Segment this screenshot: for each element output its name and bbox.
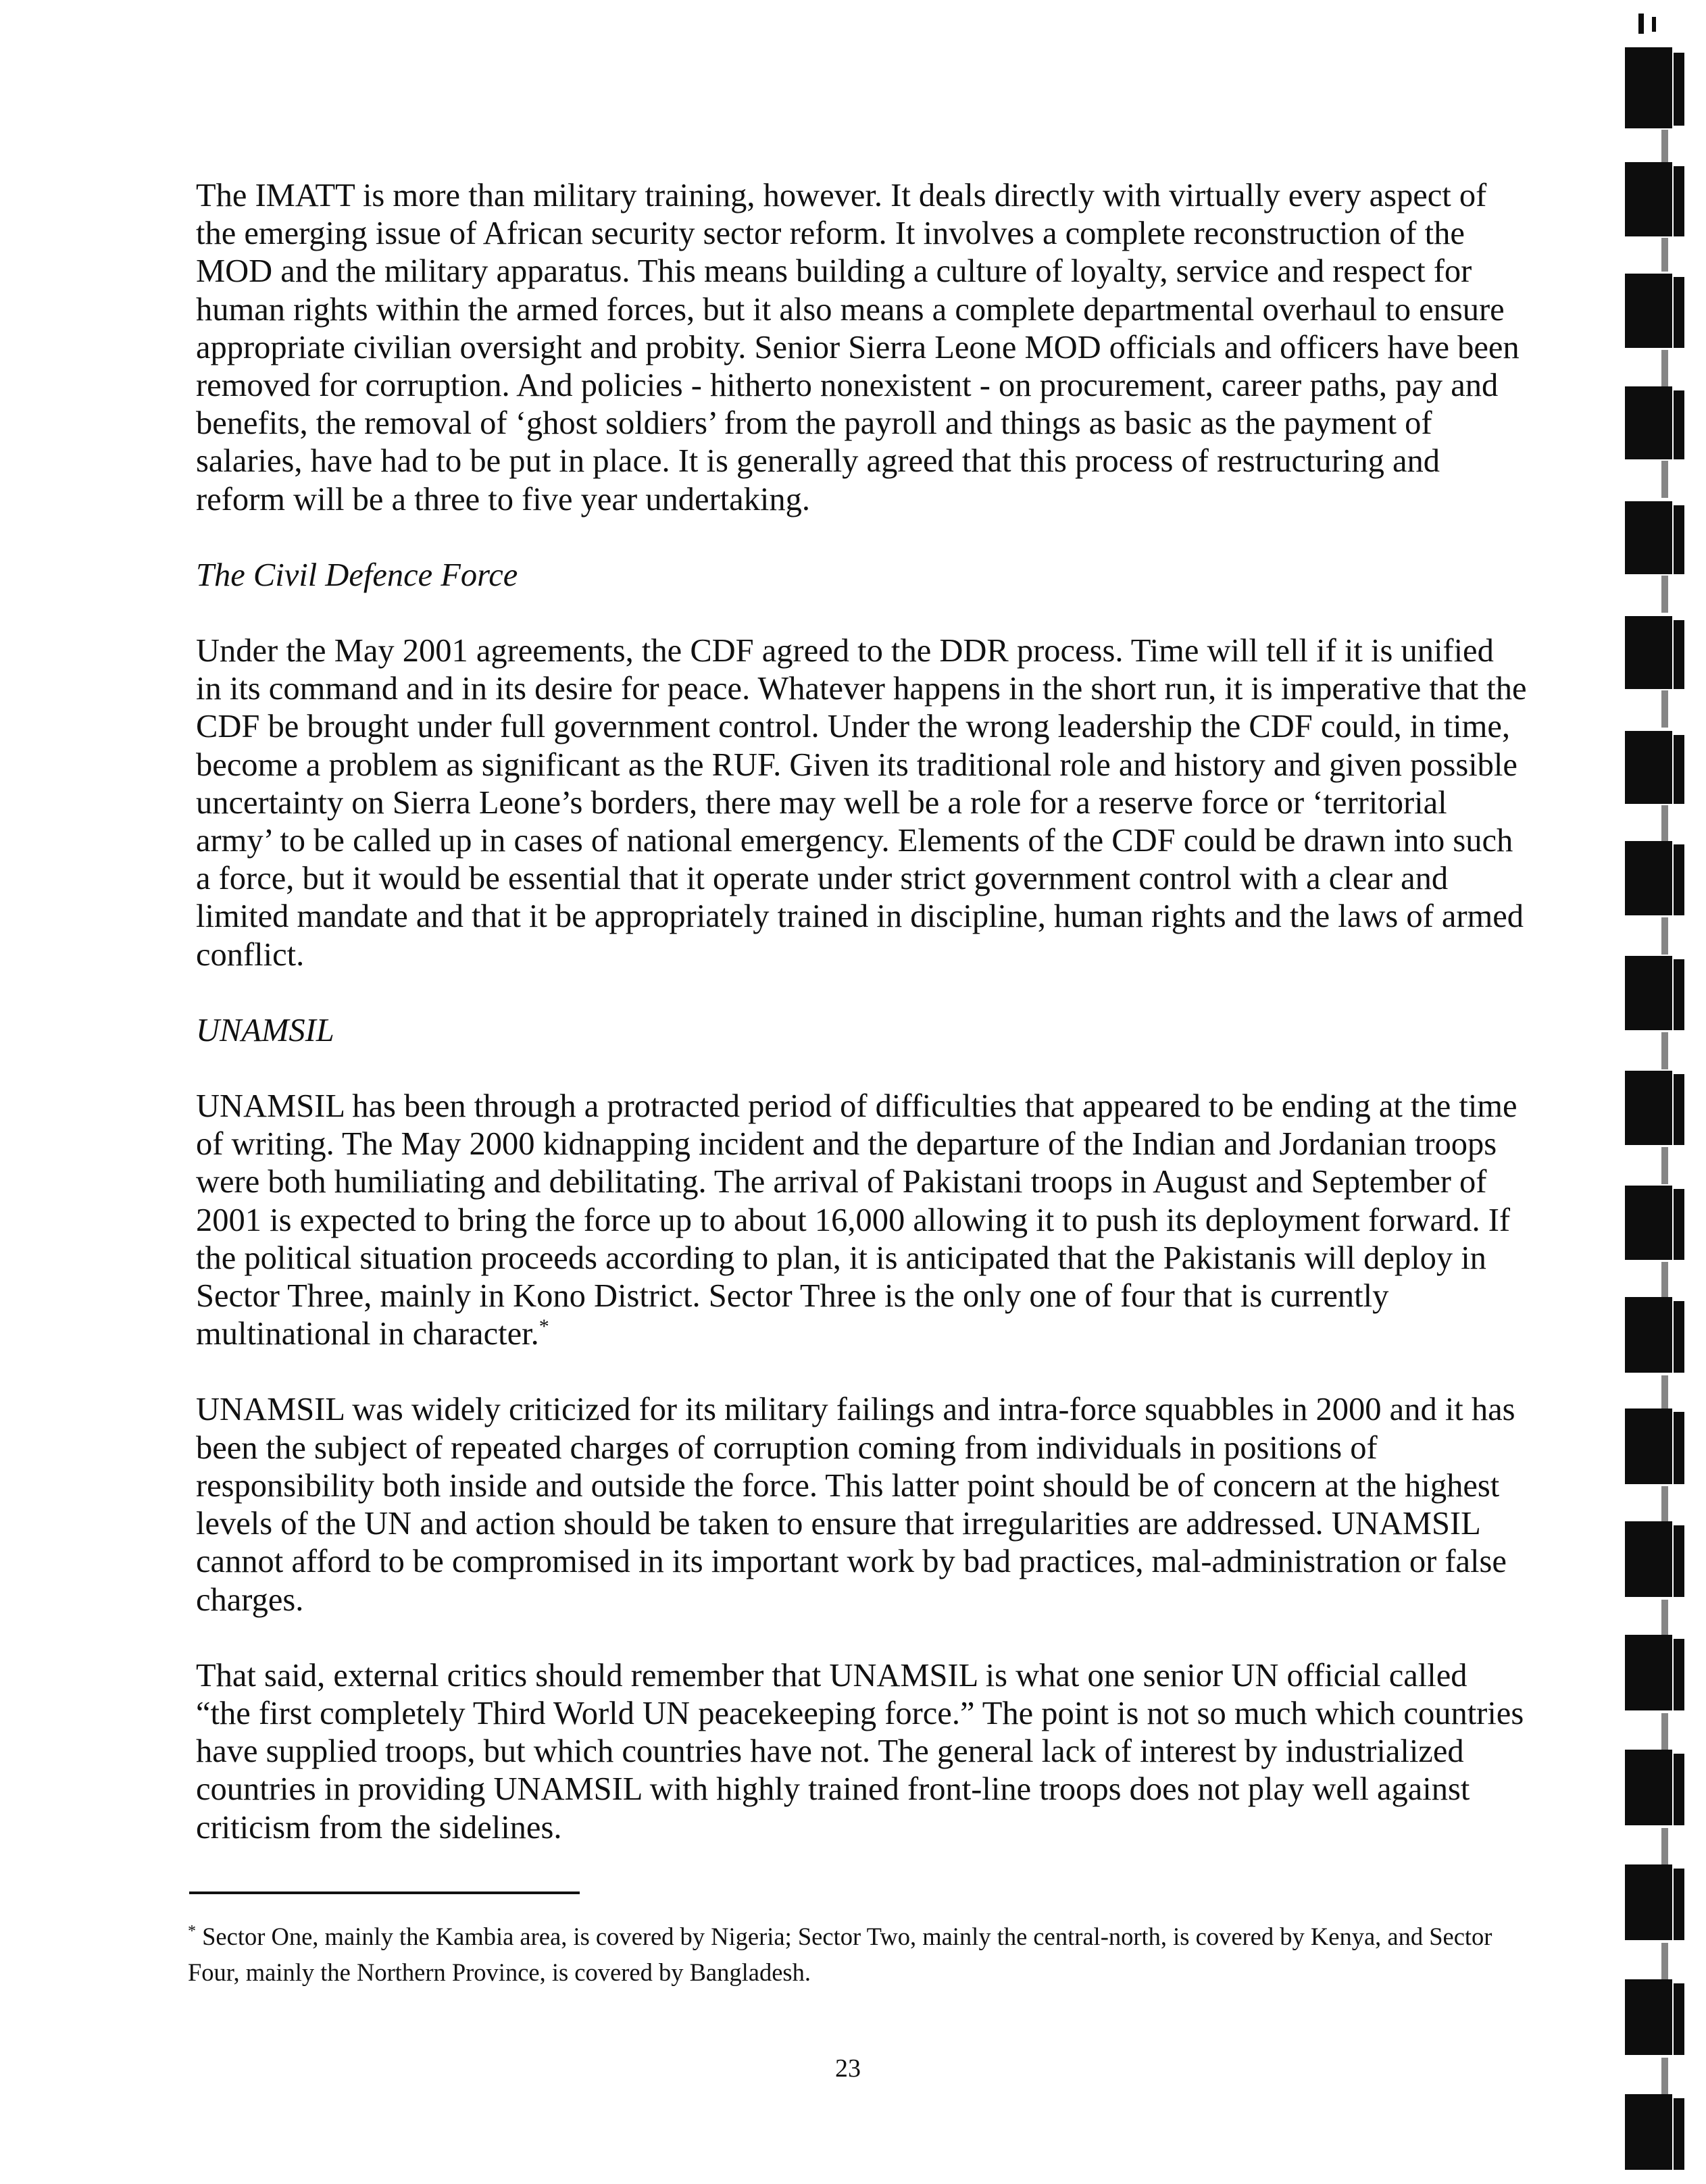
footnote-mark: *	[188, 1922, 196, 1940]
heading-civil-defence-force: The Civil Defence Force	[196, 557, 518, 593]
paragraph-cdf: Under the May 2001 agreements, the CDF agreed to the DDR process. Time will tell if it is unified in its command and in its desire for peace. Whatever happens in the short run, it is imperative that the CDF be brought under full government control. Under the wrong leadership the CDF could, in time, become a problem as significant as the RUF. Given its traditional role and history and given possible uncertainty on Sierra Leone’s borders, there may well be a role for a reserve force or ‘territorial army’ to be called up in cases of national emergency. Elements of the CDF could be drawn into such a force, but it would be essential that it operate under strict government control with a clear and limited mandate and that it be appropriately trained in discipline, human rights and the laws of armed conflict.	[196, 633, 1527, 973]
paragraph-external-critics: That said, external critics should remember that UNAMSIL is what one senior UN official called “the first completely Third World UN peacekeeping force.” The point is not so much which countries have supplied troops, but which countries have not. The general lack of interest by industrialized countries in providing UNAMSIL with highly trained front-line troops does not play well against criticism from the sidelines.	[196, 1657, 1524, 1846]
spiral-binding	[1605, 0, 1706, 2184]
body-text	[196, 177, 1527, 1885]
footnote-reference: *	[538, 1315, 549, 1338]
paragraph-unamsil-criticism: UNAMSIL was widely criticized for its military failings and intra-force squabbles in 2000 and it has been the subject of repeated charges of corruption coming from individuals in positions of responsibility both inside and outside the force. This latter point should be of concern at the highest levels of the UN and action should be taken to ensure that irregularities are addressed. UNAMSIL cannot afford to be compromised in its important work by bad practices, mal-administration or false charges.	[196, 1392, 1515, 1618]
footnote	[188, 1919, 1526, 1990]
paragraph-unamsil-difficulties-text: UNAMSIL has been through a protracted period of difficulties that appeared to be ending at the time of writing. The May 2000 kidnapping incident and the departure of the Indian and Jordanian troops were both humiliating and debilitating. The arrival of Pakistani troops in August and September of 2001 is expected to bring the force up to about 16,000 allowing it to push its deployment forward. If the political situation proceeds according to plan, it is anticipated that the Pakistanis will deploy in Sector Three, mainly in Kono District. Sector Three is the only one of four that is currently multinational in character.	[196, 1088, 1517, 1352]
footnote-text: Sector One, mainly the Kambia area, is covered by Nigeria; Sector Two, mainly the central-north, is covered by Kenya, and Sector Four, mainly the Northern Province, is covered by Bangladesh.	[188, 1923, 1492, 1986]
heading-unamsil: UNAMSIL	[196, 1012, 334, 1048]
paragraph-unamsil-difficulties	[196, 1088, 1527, 1353]
page-number: 23	[835, 2054, 861, 2083]
paragraph-imatt: The IMATT is more than military training, however. It deals directly with virtually every aspect of the emerging issue of African security sector reform. It involves a complete reconstruction of the MOD and the military apparatus. This means building a culture of loyalty, service and respect for human rights within the armed forces, but it also means a complete departmental overhaul to ensure appropriate civilian oversight and probity. Senior Sierra Leone MOD officials and officers have been removed for corruption. And policies - hitherto nonexistent - on procurement, career paths, pay and benefits, the removal of ‘ghost soldiers’ from the payroll and things as basic as the payment of salaries, have had to be put in place. It is generally agreed that this process of restructuring and reform will be a three to five year undertaking.	[196, 178, 1520, 517]
footnote-divider	[189, 1891, 580, 1894]
